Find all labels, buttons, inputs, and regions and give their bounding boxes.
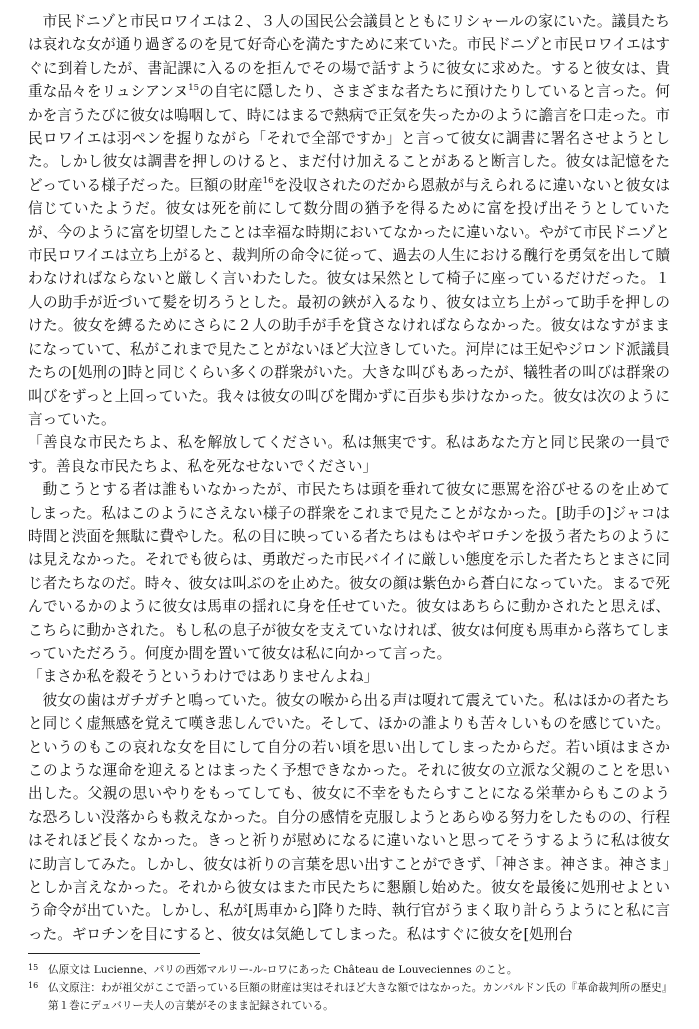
text-run: 動こうとする者は誰もいなかったが、市民たちは頭を垂れて彼女に悪罵を浴びせるのを止めてしまった。私はこのようにさえない様子の群衆をこれまで見たことがなかった。[助手の]ジャコは時間と渋面を無駄に費やした。私の目に映っている者たちはもはやギロチンを扱う者たちのようには見えなかった。それでも彼らは、勇敢だった市民バイイに厳しい態度を示した者たちとまさに同じ者たちなのだ。時々、彼女は叫ぶのを止めた。彼女の顔は紫色から蒼白になっていた。まるで死んでいるかのように彼女は馬車の揺れに身を任せていた。彼女はあちらに動かされたと思えば、こちらに動かされた。もし私の息子が彼女を支えていなければ、彼女は何度も馬車から落ちてしまっていただろう。何度か間を置いて彼女は私に向かって言った。: [28, 481, 670, 662]
footnote-15: [28, 961, 670, 979]
text-run: 市民ドニゾと市民ロワイエは２、３人の国民公会議員とともにリシャールの家にいた。議員たちは哀れな女が通り過ぎるのを見て好奇心を満たすために来ていた。市民ドニゾと市民ロワイエはすぐに到着したが、書記課に入るのを拒んでその場で話すように彼女に求めた。すると彼女は、貴重な品々をリュシアンヌ: [28, 13, 670, 101]
footnote-number: 15: [28, 963, 39, 972]
paragraph: [28, 10, 670, 431]
footnote-16: [28, 979, 670, 1015]
quoted-speech: [28, 665, 670, 688]
footnote-text: 仏原文は Lucienne、パリの西郊マルリー-ル-ロワにあった Château de Louveciennes のこと。: [48, 964, 518, 976]
footnote-number: 16: [28, 981, 39, 990]
footnote-ref: 15: [188, 82, 200, 93]
text-run: の自宅に隠したり、さまざまな者たちに預けたりしていると言った。何かを言うたびに彼女は嗚咽して、時にはまるで熱病で正気を失ったかのように譫言を口走った。市民ロワイエは羽ペンを握りながら「それで全部ですか」と言って彼女に調書に署名させようとした。しかし彼女は調書を押しのけると、まだ付け加えることがあると断言した。彼女は記憶をたどっている様子だった。巨額の財産: [28, 83, 670, 194]
quoted-speech: [28, 431, 670, 478]
text-run: 彼女の歯はガチガチと鳴っていた。彼女の喉から出る声は嗄れて震えていた。私はほかの者たちと同じく虚無感を覚えて嘆き悲しんでいた。そして、ほかの誰よりも苦々しいものを感じていた。というのもこの哀れな女を目にして自分の若い頃を思い出してしまったからだ。若い頃はまさかこのような運命を迎えるとはまったく予想できなかった。それに彼女の立派な父親のことを思い出した。父親の思いやりをもってしても、彼女に不幸をもたらすことになる栄華からもこのような恐ろしい没落からも救えなかった。自分の感情を克服しようとあらゆる努力をしたものの、行程はそれほど長くなかった。きっと祈りが慰めになるに違いないと思ってそうするように私は彼女に助言してみた。しかし、彼女は祈りの言葉を思い出すことができず、「神さま。神さま。神さま」としか言えなかった。それから彼女はまた市民たちに懇願し始めた。彼女を最後に処刑せよという命令が出ていた。しかし、私が[馬車から]降りた時、執行官がうまく取り計らうようにと私に言った。ギロチンを目にすると、彼女は気絶してしまった。私はすぐに彼女を[処刑台: [28, 691, 670, 943]
footnotes: [28, 961, 670, 1015]
text-run: 「善良な市民たちよ、私を解放してください。私は無実です。私はあなた方と同じ民衆の一員です。善良な市民たちよ、私を死なせないでください」: [28, 434, 670, 475]
footnote-divider: [28, 953, 200, 954]
footnote-ref: 16: [262, 176, 274, 187]
paragraph: [28, 689, 670, 946]
document-text: [28, 10, 670, 946]
page-body: [28, 10, 670, 946]
text-run: 「まさか私を殺そうというわけではありませんよね」: [28, 668, 379, 686]
paragraph: [28, 478, 670, 665]
footnote-text: 仏文原注：わが祖父がここで語っている巨額の財産は実はそれほど大きな額ではなかった。カンバルドン氏の『革命裁判所の歴史』第１巻にデュバリー夫人の言葉がそのまま記録されている。: [48, 982, 667, 1012]
text-run: を没収されたのだから恩赦が与えられるに違いないと彼女は信じていたようだ。彼女は死を前にして数分間の猶予を得るために富を投げ出そうとしていたが、今のように富を切望したことは幸福な時期においてなかったに違いない。やがて市民ドニゾと市民ロワイエは立ち上がると、裁判所の命令に従って、過去の人生における醜行を勇気を出して贖わなければならないと厳しく言いわたした。彼女は呆然として椅子に座っているだけだった。１人の助手が近づいて髪を切ろうとした。最初の鋏が入るなり、彼女は立ち上がって助手を押しのけた。彼女を縛るためにさらに２人の助手が手を貸さなければならなかった。彼女はなすがままになっていて、私がこれまで見たことがないほど大泣きしていた。河岸には王妃やジロンド派議員たちの[処刑の]時と同じくらい多くの群衆がいた。大きな叫びもあったが、犠牲者の叫びは群衆の叫びをずっと上回っていた。我々は彼女の叫びを聞かずに百歩も歩けなかった。彼女は次のように言っていた。: [28, 176, 670, 428]
